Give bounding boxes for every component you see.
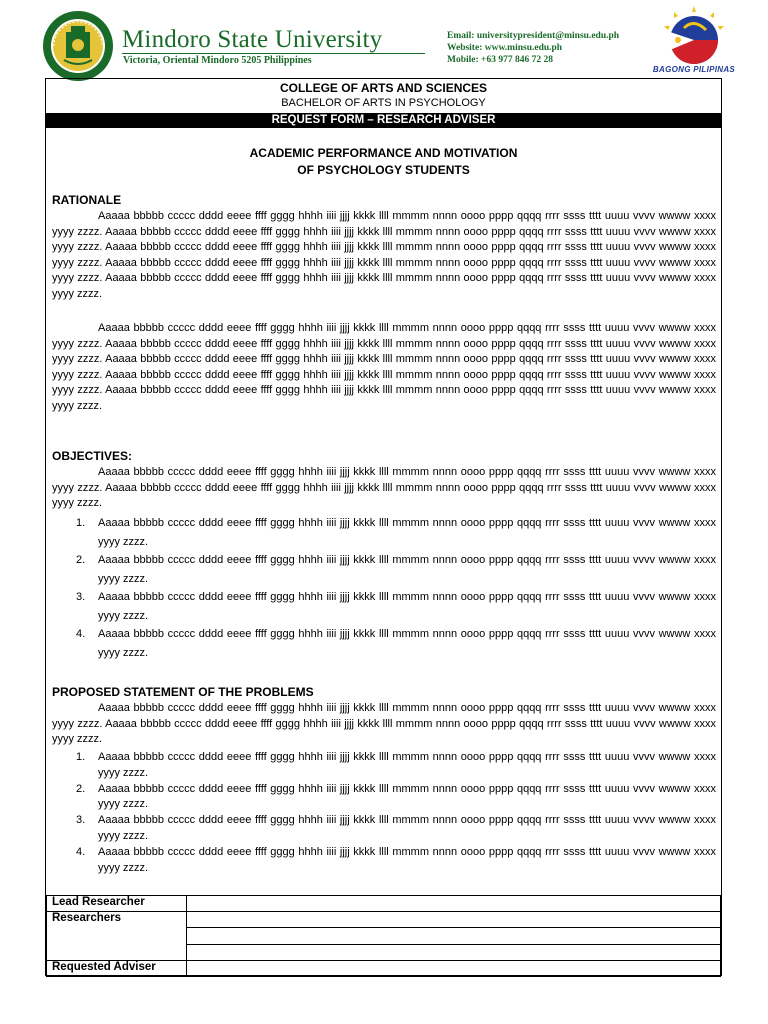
requested-adviser-field[interactable] — [187, 961, 721, 977]
university-seal-icon — [42, 10, 114, 82]
table-row — [47, 896, 721, 912]
contact-website: Website: www.minsu.edu.ph — [447, 43, 563, 53]
contact-mobile: Mobile: +63 977 846 72 28 — [447, 55, 553, 65]
requested-adviser-label: Requested Adviser — [47, 961, 187, 977]
problems-intro: Aaaaa bbbbb ccccc dddd eeee ffff gggg hhhh iiii jjjj kkkk llll mmmm nnnn oooo pppp qqqq rrrr ssss tttt uuuu vvvv wwww xxxx yyyy zzzz. Aaaaa bbbbb ccccc dddd eeee ffff gggg hhhh iiii jjjj kkkk llll mmmm nnnn oooo pppp qqqq rrrr ssss tttt uuuu vvvv wwww xxxx yyyy zzzz. — [52, 702, 716, 746]
rationale-paragraph-1: Aaaaa bbbbb ccccc dddd eeee ffff gggg hhhh iiii jjjj kkkk llll mmmm nnnn oooo pppp qqqq rrrr ssss tttt uuuu vvvv wwww xxxx yyyy zzzz. Aaaaa bbbbb ccccc dddd eeee ffff gggg hhhh iiii jjjj kkkk llll mmmm nnnn oooo pppp qqqq rrrr ssss tttt uuuu vvvv wwww xxxx yyyy zzzz. Aaaaa bbbbb ccccc dddd eeee ffff gggg hhhh iiii jjjj kkkk llll mmmm nnnn oooo pppp qqqq rrrr ssss tttt uuuu vvvv wwww xxxx yyyy zzzz. Aaaaa bbbbb ccccc dddd eeee ffff gggg hhhh iiii jjjj kkkk llll mmmm nnnn oooo pppp qqqq rrrr ssss tttt uuuu vvvv wwww xxxx yyyy zzzz. Aaaaa bbbbb ccccc dddd eeee ffff gggg hhhh iiii jjjj kkkk llll mmmm nnnn oooo pppp qqqq rrrr ssss tttt uuuu vvvv wwww xxxx yyyy zzzz. — [52, 210, 716, 300]
problems-heading: PROPOSED STATEMENT OF THE PROBLEMS — [52, 685, 314, 699]
program-name: BACHELOR OF ARTS IN PSYCHOLOGY — [281, 97, 486, 109]
researcher-field-3[interactable] — [187, 944, 721, 960]
problems-list — [52, 750, 716, 876]
lead-researcher-label: Lead Researcher — [47, 896, 187, 912]
research-title-line-2: OF PSYCHOLOGY STUDENTS — [297, 163, 470, 177]
researcher-field-2[interactable] — [187, 928, 721, 944]
bagong-pilipinas-label: BAGONG PILIPINAS — [652, 65, 736, 74]
letterhead — [0, 0, 768, 78]
list-item: 2. Aaaaa bbbbb ccccc dddd eeee ffff gggg hhhh iiii jjjj kkkk llll mmmm nnnn oooo pppp qqqq rrrr ssss tttt uuuu vvvv wwww xxxx yyyy zzzz. — [76, 782, 716, 811]
list-item: 2. Aaaaa bbbbb ccccc dddd eeee ffff gggg hhhh iiii jjjj kkkk llll mmmm nnnn oooo pppp qqqq rrrr ssss tttt uuuu vvvv wwww xxxx yyyy zzzz. — [76, 554, 716, 585]
researcher-field-1[interactable] — [187, 912, 721, 928]
list-item: 4. Aaaaa bbbbb ccccc dddd eeee ffff gggg hhhh iiii jjjj kkkk llll mmmm nnnn oooo pppp qqqq rrrr ssss tttt uuuu vvvv wwww xxxx yyyy zzzz. — [76, 845, 716, 874]
form-title-bar: REQUEST FORM – RESEARCH ADVISER — [46, 113, 721, 128]
form-frame — [45, 78, 722, 976]
rationale-heading: RATIONALE — [52, 193, 122, 207]
list-item: 4. Aaaaa bbbbb ccccc dddd eeee ffff gggg hhhh iiii jjjj kkkk llll mmmm nnnn oooo pppp qqqq rrrr ssss tttt uuuu vvvv wwww xxxx yyyy zzzz. — [76, 628, 716, 659]
lead-researcher-field[interactable] — [187, 896, 721, 912]
bagong-pilipinas-logo-icon — [652, 4, 736, 74]
research-title — [46, 145, 721, 179]
contact-block — [447, 30, 619, 66]
researchers-label: Researchers — [47, 912, 187, 961]
college-name: COLLEGE OF ARTS AND SCIENCES — [279, 81, 488, 95]
contact-email: Email: universitypresident@minsu.edu.ph — [447, 31, 620, 41]
table-row — [47, 961, 721, 977]
university-name: Mindoro State University — [122, 26, 383, 53]
list-item: 3. Aaaaa bbbbb ccccc dddd eeee ffff gggg hhhh iiii jjjj kkkk llll mmmm nnnn oooo pppp qqqq rrrr ssss tttt uuuu vvvv wwww xxxx yyyy zzzz. — [76, 814, 716, 842]
list-item: 1. Aaaaa bbbbb ccccc dddd eeee ffff gggg hhhh iiii jjjj kkkk llll mmmm nnnn oooo pppp qqqq rrrr ssss tttt uuuu vvvv wwww xxxx yyyy zzzz. — [76, 751, 716, 779]
rationale-paragraph-2: Aaaaa bbbbb ccccc dddd eeee ffff gggg hhhh iiii jjjj kkkk llll mmmm nnnn oooo pppp qqqq rrrr ssss tttt uuuu vvvv wwww xxxx yyyy zzzz. Aaaaa bbbbb ccccc dddd eeee ffff gggg hhhh iiii jjjj kkkk llll mmmm nnnn oooo pppp qqqq rrrr ssss tttt uuuu vvvv wwww xxxx yyyy zzzz. Aaaaa bbbbb ccccc dddd eeee ffff gggg hhhh iiii jjjj kkkk llll mmmm nnnn oooo pppp qqqq rrrr ssss tttt uuuu vvvv wwww xxxx yyyy zzzz. Aaaaa bbbbb ccccc dddd eeee ffff gggg hhhh iiii jjjj kkkk llll mmmm nnnn oooo pppp qqqq rrrr ssss tttt uuuu vvvv wwww xxxx yyyy zzzz. Aaaaa bbbbb ccccc dddd eeee ffff gggg hhhh iiii jjjj kkkk llll mmmm nnnn oooo pppp qqqq rrrr ssss tttt uuuu vvvv wwww xxxx yyyy zzzz. — [52, 322, 716, 412]
list-item: 1. Aaaaa bbbbb ccccc dddd eeee ffff gggg hhhh iiii jjjj kkkk llll mmmm nnnn oooo pppp qqqq rrrr ssss tttt uuuu vvvv wwww xxxx yyyy zzzz. — [76, 517, 716, 548]
table-row — [47, 912, 721, 928]
list-item: 3. Aaaaa bbbbb ccccc dddd eeee ffff gggg hhhh iiii jjjj kkkk llll mmmm nnnn oooo pppp qqqq rrrr ssss tttt uuuu vvvv wwww xxxx yyyy zzzz. — [76, 591, 716, 622]
researcher-table — [46, 895, 721, 977]
objectives-heading: OBJECTIVES: — [52, 449, 133, 463]
university-address: Victoria, Oriental Mindoro 5205 Philippines — [123, 55, 312, 66]
objectives-intro: Aaaaa bbbbb ccccc dddd eeee ffff gggg hhhh iiii jjjj kkkk llll mmmm nnnn oooo pppp qqqq rrrr ssss tttt uuuu vvvv wwww xxxx yyyy zzzz. Aaaaa bbbbb ccccc dddd eeee ffff gggg hhhh iiii jjjj kkkk llll mmmm nnnn oooo pppp qqqq rrrr ssss tttt uuuu vvvv wwww xxxx yyyy zzzz. — [52, 466, 716, 510]
name-underline — [122, 53, 425, 54]
research-title-line-1: ACADEMIC PERFORMANCE AND MOTIVATION — [249, 146, 518, 160]
objectives-list — [52, 514, 716, 662]
